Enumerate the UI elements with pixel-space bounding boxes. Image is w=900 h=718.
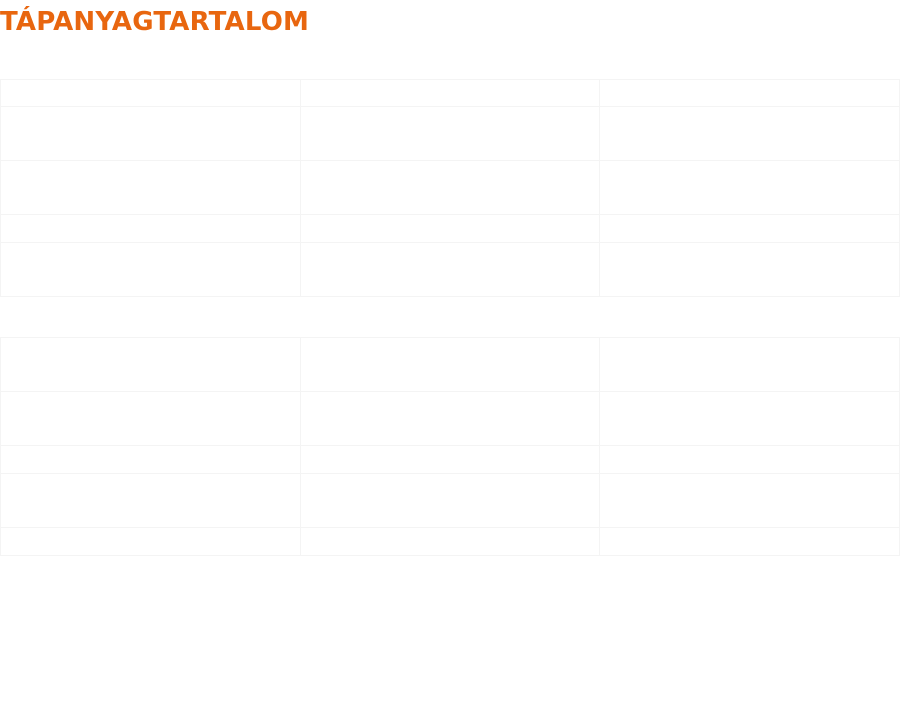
table-cell [300, 80, 600, 107]
table-cell [300, 161, 600, 215]
table-cell [600, 446, 900, 474]
table-cell [1, 215, 301, 243]
table-cell [600, 474, 900, 528]
table-cell [1, 528, 301, 556]
table-cell [1, 161, 301, 215]
table-cell [1, 107, 301, 161]
table-cell [1, 243, 301, 297]
table-row [1, 338, 900, 392]
table-cell [300, 243, 600, 297]
table-cell [1, 392, 301, 446]
table-cell [300, 107, 600, 161]
table-cell [1, 80, 301, 107]
table-row [1, 528, 900, 556]
table-cell [300, 338, 600, 392]
table-cell [300, 474, 600, 528]
page-title: TÁPANYAGTARTALOM [0, 7, 310, 37]
table-cell [600, 528, 900, 556]
table-cell [300, 446, 600, 474]
table-cell [600, 215, 900, 243]
table-row [1, 446, 900, 474]
nutrition-table [0, 79, 900, 297]
table-cell [1, 446, 301, 474]
table-cell [300, 215, 600, 243]
table-cell [600, 107, 900, 161]
table-cell [600, 243, 900, 297]
table-cell [1, 474, 301, 528]
table-row [1, 243, 900, 297]
table-row [1, 392, 900, 446]
nutrition-table [0, 337, 900, 556]
table-cell [600, 80, 900, 107]
table-cell [600, 392, 900, 446]
table-row [1, 107, 900, 161]
table-cell [1, 338, 301, 392]
table-row [1, 474, 900, 528]
table-row [1, 161, 900, 215]
table-cell [300, 392, 600, 446]
table-cell [600, 161, 900, 215]
table-row [1, 80, 900, 107]
table-row [1, 215, 900, 243]
table-cell [600, 338, 900, 392]
table-cell [300, 528, 600, 556]
